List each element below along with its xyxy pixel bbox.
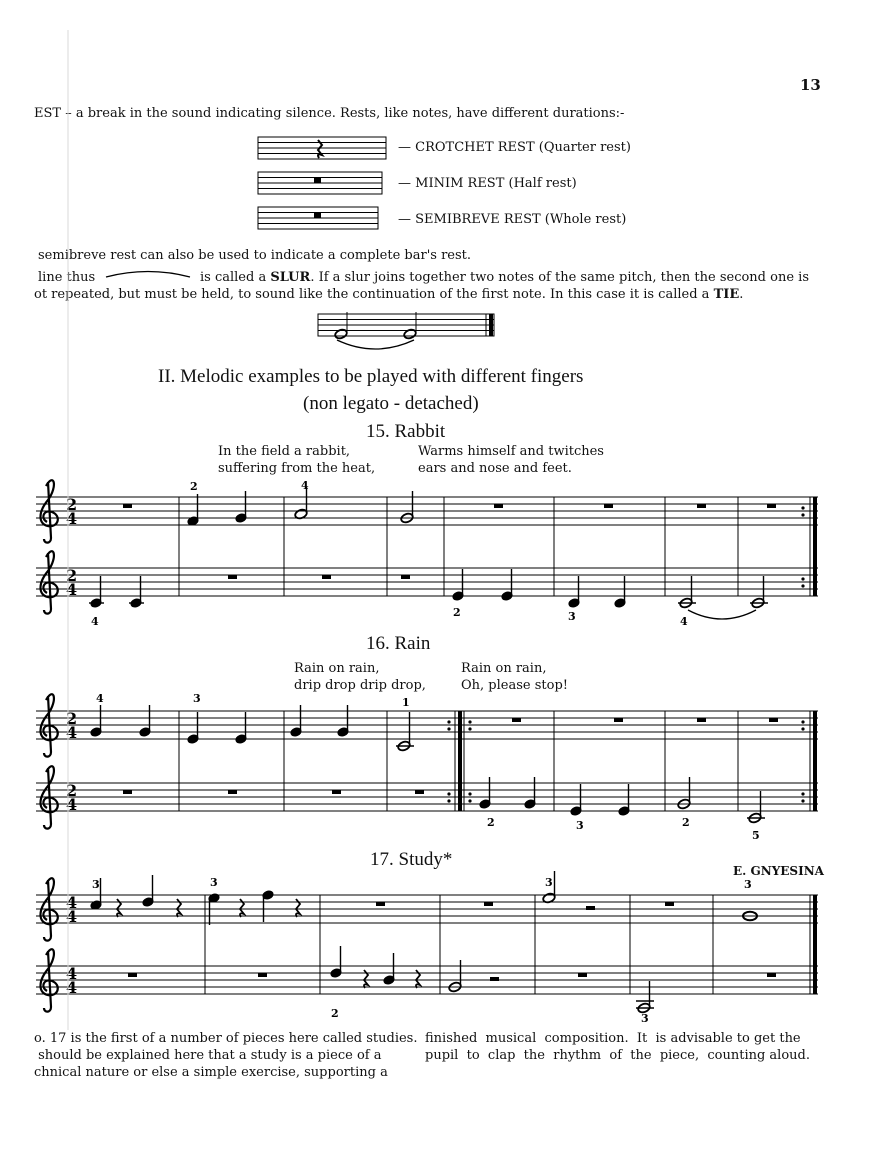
- fingering: 3: [576, 819, 584, 832]
- lyrics-rain-left: Rain on rain, drip drop drip drop,: [294, 661, 426, 693]
- time-sig-bottom: 4: [66, 795, 78, 814]
- page-number: 13: [800, 76, 821, 94]
- semibreve-rest-symbol: [314, 213, 321, 218]
- fingering: 3: [210, 876, 218, 889]
- fingering: 3: [641, 1012, 649, 1025]
- fingering: 3: [744, 878, 752, 891]
- tie-term: TIE: [713, 287, 740, 302]
- crotchet-rest-label: — CROTCHET REST (Quarter rest): [398, 140, 631, 155]
- time-sig-top: 4: [66, 893, 78, 912]
- lyrics-rabbit-right: Warms himself and twitches ears and nose and feet.: [418, 444, 604, 476]
- fingering: 3: [92, 878, 100, 891]
- lyrics-rain-right: Rain on rain, Oh, please stop!: [461, 661, 568, 693]
- minim-rest-symbol: [314, 178, 321, 183]
- fingering: 3: [568, 610, 576, 623]
- study-notes: [90, 871, 757, 1014]
- section-subtitle: (non legato - detached): [303, 393, 479, 414]
- piece-title-rabbit: 15. Rabbit: [366, 421, 446, 442]
- slur-text-b: is called a: [200, 270, 267, 285]
- time-sig-bottom: 4: [66, 509, 78, 528]
- tie-text-end: .: [739, 287, 744, 302]
- footnote-left: o. 17 is the first of a number of pieces here called studies. should be explained here that a study is a piece of a chnical nature or else a simple exercise, supporting a: [34, 1031, 418, 1080]
- rabbit-fingering: [91, 479, 688, 628]
- time-sig-top: 2: [66, 781, 78, 800]
- fingering: 4: [301, 479, 309, 492]
- time-sig-top: 2: [66, 709, 78, 728]
- study-fingering: [92, 876, 752, 1025]
- time-sig-top: 4: [66, 964, 78, 983]
- tie-text-a: ot repeated, but must be held, to sound like the continuation of the first note. In this case it is called a: [34, 287, 710, 302]
- fingering: 2: [331, 1007, 339, 1020]
- fingering: 2: [190, 480, 198, 493]
- fingering: 2: [453, 606, 461, 619]
- time-sig-top: 2: [66, 566, 78, 585]
- lyrics-rabbit-left: In the field a rabbit, suffering from the heat,: [218, 444, 376, 476]
- rest-definition: EST – a break in the sound indicating silence. Rests, like notes, have different durations:-: [34, 106, 625, 121]
- rest-example-staves: [258, 137, 386, 229]
- study-quarter-rests: [117, 899, 420, 988]
- time-sig-bottom: 4: [66, 978, 78, 997]
- rain-fingering: [96, 692, 760, 842]
- fingering: 2: [487, 816, 495, 829]
- minim-rest-label: — MINIM REST (Half rest): [398, 176, 577, 191]
- semibreve-rest-label: — SEMIBREVE REST (Whole rest): [398, 212, 627, 227]
- rain-system: [36, 711, 818, 811]
- tie-example-staff: [318, 312, 494, 349]
- fingering: 4: [96, 692, 104, 705]
- rain-notes: [90, 705, 765, 824]
- fingering: 4: [680, 615, 688, 628]
- slur-text-start: line thus: [38, 270, 96, 285]
- section-title: II. Melodic examples to be played with different fingers: [158, 366, 584, 387]
- fingering: 3: [545, 876, 553, 889]
- bar-rest-note: semibreve rest can also be used to indicate a complete bar's rest.: [38, 248, 472, 263]
- time-sig-bottom: 4: [66, 580, 78, 599]
- fingering: 1: [402, 696, 410, 709]
- rabbit-notes: [89, 487, 768, 619]
- time-sig-bottom: 4: [66, 907, 78, 926]
- slur-text-c: . If a slur joins together two notes of the same pitch, then the second one is: [310, 270, 809, 285]
- fingering: 5: [752, 829, 760, 842]
- slur-example: [106, 272, 190, 278]
- composer-name: E. GNYESINA: [733, 864, 824, 878]
- study-system: [36, 895, 818, 994]
- footnote-right: finished musical composition. It is advisable to get the pupil to clap the rhythm of the piece, counting aloud.: [425, 1031, 810, 1063]
- fingering: 3: [193, 692, 201, 705]
- time-sig-bottom: 4: [66, 723, 78, 742]
- piece-title-study: 17. Study*: [370, 849, 453, 870]
- time-sig-top: 2: [66, 495, 78, 514]
- rabbit-system: [36, 497, 818, 596]
- fingering: 4: [91, 615, 99, 628]
- slur-term: SLUR: [270, 270, 311, 285]
- fingering: 2: [682, 816, 690, 829]
- piece-title-rain: 16. Rain: [366, 633, 431, 654]
